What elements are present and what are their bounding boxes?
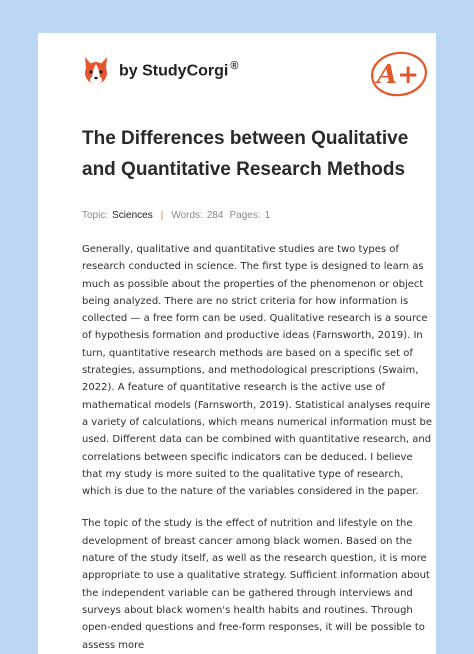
studycorgi-logo[interactable] [82, 55, 238, 85]
pages-label: Pages: [229, 210, 261, 221]
paragraph: Generally, qualitative and quantitative studies are two types of research conducted in science. The first type is designed to learn as much as possible about the properties of the phenomenon or object being analyzed. There are no strict criteria for how information is collected — a free form can be used. Qualitative research is a source of hypothesis formation and productive ideas (Farnsworth, 2019). In turn, quantitative research methods are based on a specific set of strategies, assumptions, and methodological prescriptions (Swaim, 2022). A feature of quantitative research is the active use of mathematical models (Farnsworth, 2019). Statistical analyses require a variety of calculations, which means numerical information must be used. Different data can be combined with quantitative research, and correlations between specific indicators can be deduced. I believe that my study is more suited to the qualitative type of research, which is due to the nature of the variables considered in the paper. [82, 244, 432, 498]
paragraph: The topic of the study is the effect of nutrition and lifestyle on the development of breast cancer among black women. Based on the nature of the study itself, as well as the research question, it is more appropriate to use a qualitative strategy. Sufficient information about the independent variable can be gathered through interviews and surveys about black women's health habits and routines. Through open-ended questions and free-form responses, it will be possible to assess more [82, 518, 430, 651]
grade-a-plus-badge [368, 47, 430, 99]
document-meta [82, 210, 270, 221]
document-page [38, 33, 436, 654]
grade-text: A+ [377, 60, 419, 90]
words-label: Words: [171, 210, 203, 221]
registered-mark: ® [230, 59, 239, 72]
topic-label: Topic: [82, 210, 109, 221]
brand-name: by StudyCorgi ® [119, 59, 239, 80]
topic-link[interactable]: Sciences [112, 210, 153, 221]
corgi-icon [82, 55, 110, 85]
document-body [82, 241, 432, 654]
pages-value: 1 [264, 210, 271, 221]
meta-separator: | [160, 210, 164, 221]
words-value: 284 [206, 210, 224, 221]
document-title: The Differences between Qualitative and Quantitative Research Methods [82, 128, 409, 180]
